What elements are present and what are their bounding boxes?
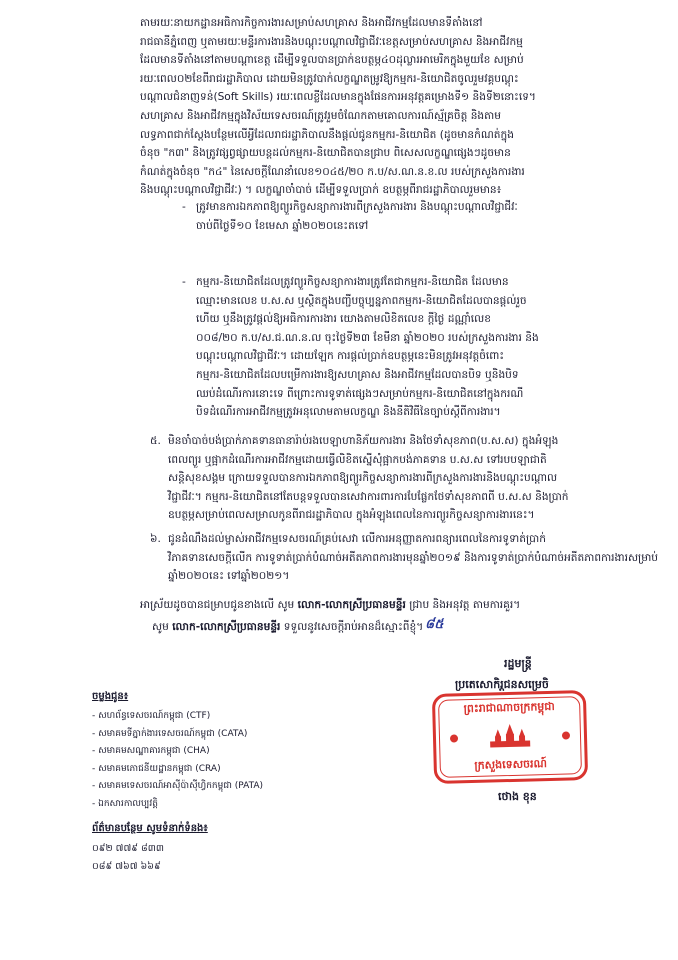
bullet-line: ឈប់ដំណើរការនោះទេ ពីព្រោះការទូទាត់ផ្សេងៗសម្រាប់កម្មករ-និយោជិតនៅក្នុងករណី <box>196 387 524 400</box>
minister-title: រដ្ឋមន្ត្រី <box>504 657 532 670</box>
item-line: ឧបត្ថម្ភសម្រាប់ពេលសម្រាលកូនពីរាជរដ្ឋាភិបាល ក្នុងអំឡុងពេលនៃការព្យួរកិច្ចសន្យាការងារនេះ។ <box>168 509 535 522</box>
body-line: និងបណ្តុះបណ្តាលវិជ្ជាជីវៈ) ។ លក្ខណ្ឌចាំបាច់ ដើម្បីទទួលប្រាក់ ឧបត្ថម្ភពីរាជរដ្ឋាភិបាលរួមមាន៖ <box>140 184 502 197</box>
closing-line-1: អាស្រ័យដូចបានជម្រាបជូនខាងលើ សូម លោក-លោកស្រីប្រធានមន្ទីរ ជ្រាប និងអនុវត្ត តាមការគួរ។ <box>140 599 521 611</box>
recipient-item: - សមាគមទេសចរណ៍អាស៊ីប៉ាស៊ីហ្វិកកម្ពុជា (PATA) <box>92 781 264 791</box>
body-paragraph <box>140 14 536 200</box>
bullet-line: ០០៨/២០ ក.ប/ស.ជ.ណ.ន.ល ចុះថ្ងៃទី២៣ ខែមីនា ឆ្នាំ២០២០ របស់ក្រសួងការងារ និង <box>196 331 539 344</box>
item-line: វិភាគទានសេចក្តីលើក ការទូទាត់ប្រាក់បំណាច់អតីតភាពការងារមុនឆ្នាំ២០១៩ និងការទូទាត់ប្រាក់បំណាច់អតីតភាពការងារសម្រាប់ <box>168 551 659 564</box>
phone-number: ០៩២ ៧៧៩ ៨៣៣ <box>92 843 164 854</box>
recipient-item: - ឯកសារកាលប្បវត្តិ <box>92 798 158 809</box>
bullet-line: ហើយ ឬនឹងត្រូវផ្តល់ឱ្យអធិការការងារ យោងតាមលិខិតលេខ ក្តីថ្ងៃ ដណ្ណាំលេខ <box>196 313 491 326</box>
item-line: ឆ្នាំ២០២០នេះ ទៅឆ្នាំ២០២១។ <box>168 570 290 583</box>
bullet-line: កម្មករ-និយោជិតដែលបម្រើការងារឱ្យសហគ្រាស និងអាជីវកម្មដែលបានបិទ ឬនិងបិទ <box>196 368 519 381</box>
recipient-item: - សមាគមភោជនីយដ្ឋានកម្ពុជា (CRA) <box>92 763 221 774</box>
addressee-bold: លោក-លោកស្រីប្រធានមន្ទីរ <box>297 599 406 611</box>
bullet-line: ចាប់ពីថ្ងៃទី១០ ខែមេសា ឆ្នាំ២០២០នេះតទៅ <box>196 219 369 232</box>
item-5-text <box>168 432 569 525</box>
item-line: សន្តិសុខសង្គម ក្រោយទទួលបានការឯកភាពឱ្យព្យួរកិច្ចសន្យាការងារពីក្រសួងការងារនិងបណ្តុះបណ្តាល <box>168 472 558 485</box>
item-6-text <box>168 530 658 586</box>
body-line: សហគ្រាស និងអាជីវកម្មក្នុងវិស័យទេសចរណ៍ត្រូវរួមចំណែកតាមគោលការណ៍ស្ម័គ្រចិត្ត និងតាម <box>140 109 501 122</box>
bullet-dash: - <box>182 276 186 288</box>
item-5-number: ៥. <box>150 435 161 447</box>
angkor-emblem-icon <box>488 722 533 749</box>
body-line: រាជធានីភ្នំពេញ ឬតាមរយៈមន្ទីរការងារនិងបណ្តុះបណ្តាលវិជ្ជាជីវៈខេត្តសម្រាប់សហគ្រាស និងអាជីវកម្ម <box>140 35 523 48</box>
item-line: មិនចាំបាច់បង់ប្រាក់ភាគទានធានារ៉ាប់រងបេឡាហានិភ័យការងារ និងថែទាំសុខភាព(ប.ស.ស) ក្នុងអំឡុង <box>168 435 559 447</box>
body-line: រយៈពេល០២ខែពីរាជរដ្ឋាភិបាល ដោយមិនត្រូវបាក់លក្ខណ្ឌតម្រូវឱ្យកម្មករ-និយោជិតចូលរួមវគ្គបណ្តុះ <box>140 72 519 85</box>
body-line: កំណត់ក្នុងចំនុច "ក៤" នៃសេចក្តីណែនាំលេខ១០៤៥/២០ ក.ប/ស.ណ.ន.ខ.ល របស់ក្រសួងការងារ <box>140 165 525 178</box>
bullet-line: ត្រូវមានការឯកភាពឱ្យព្យួរកិច្ចសន្យាការងារពីក្រសួងការងារ និងបណ្តុះបណ្តាលវិជ្ជាជីវៈ <box>196 201 518 213</box>
recipient-item: - សមាគមទីភ្នាក់ងារទេសចរណ៍កម្ពុជា (CATA) <box>92 728 248 739</box>
bullet-line: បិទដំណើរការអាជីវកម្មត្រូវអនុលោមតាមលក្ខណ្ឌ និងនីតិវិធីនៃច្បាប់ស្តីពីការងារ។ <box>196 406 501 419</box>
recipients-list <box>92 708 263 813</box>
item-line: ពេលព្យួរ ឬផ្អាកដំណើរការអាជីវកម្មដោយធ្វើលិខិតស្នើសុំផ្អាកបង់ភាគទាន ប.ស.ស ទៅរបបឡាជាតិ <box>168 453 547 466</box>
recipient-item: - សមាគមសណ្ឋាគារកម្ពុជា (CHA) <box>92 746 210 756</box>
item-line: វិជ្ជាជីវៈ។ កម្មករ-និយោជិតនៅតែបន្តទទួលបានសេវាការពារការបែផ្លែកថែទាំសុខភាពពី ប.ស.ស និងប្រាក់ <box>168 490 569 503</box>
bullet-line: បណ្តុះបណ្តាលវិជ្ជាជីវៈ។ ដោយឡែក ការផ្តល់ប្រាក់ឧបត្ថម្ភនេះមិនត្រូវអនុវត្តចំពោះ <box>196 350 505 363</box>
item-6-number: ៦. <box>150 533 161 545</box>
contact-title: ព័ត៌មានបន្ថែម សូមទំនាក់ទំនង៖ <box>92 823 208 834</box>
signer-name: ថោង ខុន <box>498 790 537 803</box>
bullet-line: ឈ្មោះមានលេខ ប.ស.ស ឬស្ថិតក្នុងបញ្ជីបច្ចុប្បន្នភាពកម្មករ-និយោជិតដែលបានផ្តល់រួច <box>196 294 527 307</box>
body-line: លទ្ធភាពជាក់ស្តែងបន្ថែមលើអ្វីដែលរាជរដ្ឋាភិបាលនឹងផ្តល់ជូនកម្មករ-និយោជិត (ដូចមានកំណត់ក្នុង <box>140 128 514 141</box>
closing-line-2: សូម លោក-លោកស្រីប្រធានមន្ទីរ ទទួលនូវសេចក្តីរាប់អានដ៏ស្មោះពីខ្ញុំ។ <box>152 621 424 633</box>
phone-number: ០៨៩ ៧៦៧ ៦៦៩ <box>92 861 161 872</box>
handwritten-mark: ៨៥ <box>425 617 444 632</box>
body-line: បណ្តាលជំនាញទន់(Soft Skills) រយៈពេលខ្លីដែលមានក្នុងផែនការអនុវត្តគម្រោងទី១ និងទី២នោះទេ។ <box>140 91 536 104</box>
contact-phones <box>92 840 164 876</box>
addressee-bold: លោក-លោកស្រីប្រធានមន្ទីរ <box>172 621 281 633</box>
bullet-condition-2 <box>196 273 539 422</box>
item-line: ជូនដំណឹងដល់ម្ចាស់អាជីវកម្មទេសចរណ៍គ្រប់សេវា លើការអនុញ្ញាតការពន្យារពេលនៃការទូទាត់ប្រាក់ <box>168 533 546 545</box>
body-line: ដែលមានទីតាំងនៅតាមបណ្តាខេត្ត ដើម្បីទទួលបានប្រាក់ឧបត្ថម្ភ៤០ដុល្លារអាមេរិកក្នុងមួយខែ សម្រាប់ <box>140 54 524 67</box>
bullet-line: កម្មករ-និយោជិតដែលត្រូវព្យួរកិច្ចសន្យាការងារត្រូវតែជាកម្មករ-និយោជិត ដែលមាន <box>196 276 509 288</box>
bullet-condition-1 <box>196 198 518 235</box>
body-line: តាមរយៈនាយកដ្ឋានអធិការកិច្ចការងារសម្រាប់សហគ្រាស និងអាជីវកម្មដែលមានទីតាំងនៅ <box>140 17 483 29</box>
body-line: ចំនុច "ក៣" និងត្រូវផ្សព្វផ្សាយបន្តដល់កម្មករ-និយោជិតបានជ្រាប ពិសេសលក្ខណ្ឌផ្សេងៗដូចមាន <box>140 147 511 160</box>
recipient-item: - សហព័ន្ធទេសចរណ៍កម្ពុជា (CTF) <box>92 711 211 721</box>
bullet-dash: - <box>182 201 186 213</box>
official-stamp: ព្រះរាជាណាចក្រកម្ពុជា ក្រសួងទេសចរណ៍ <box>432 690 588 784</box>
recipients-title: ចម្លងជូន៖ <box>92 691 129 702</box>
minister-title-line-2: ប្រតេសោកិរ្តជនសម្រេចិ <box>455 678 549 691</box>
